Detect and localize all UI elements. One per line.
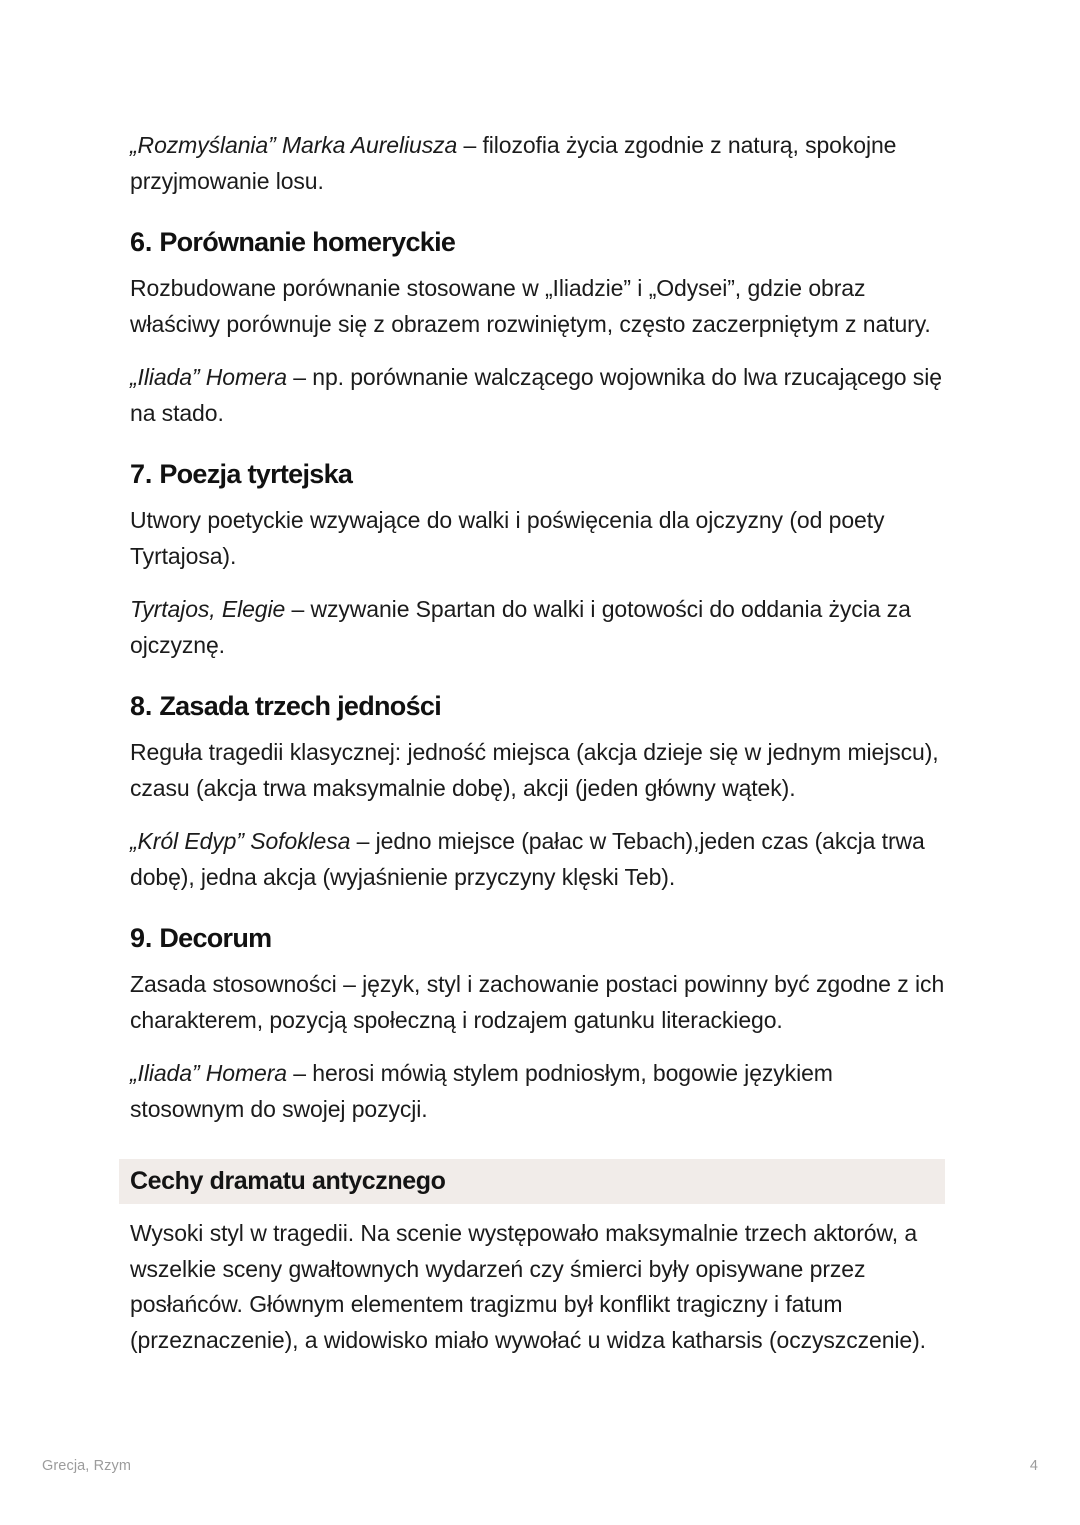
section-example-8 [130, 824, 950, 895]
document-content [130, 128, 950, 1376]
intro-example-source: „Rozmyślania” Marka Aureliusza [130, 132, 458, 158]
section-body-9: Zasada stosowności – język, styl i zachowanie postaci powinny być zgodne z ich charakterem, pozycją społeczną i rodzajem gatunku literackiego. [130, 971, 945, 1033]
section-heading-6 [130, 225, 950, 259]
section-title-9: Decorum [159, 923, 272, 953]
section-body-8: Reguła tragedii klasycznej: jedność miejsca (akcja dzieje się w jednym miejscu), czasu (akcja trwa maksymalnie dobę), akcji (jeden główny wątek). [130, 739, 939, 801]
section-heading-9 [130, 921, 950, 955]
section-title-7: Poezja tyrtejska [159, 459, 353, 489]
page-footer [42, 1458, 1038, 1480]
section-heading-8 [130, 689, 950, 723]
intro-example-paragraph [130, 128, 950, 199]
section-example-source-8: „Król Edyp” Sofoklesa [130, 828, 351, 854]
section-heading-7 [130, 457, 950, 491]
highlighted-heading-band [119, 1159, 945, 1204]
section-example-text-7: – wzywanie Spartan do walki i gotowości do oddania życia za ojczyznę. [130, 596, 911, 658]
section-title-8: Zasada trzech jedności [159, 691, 442, 721]
section-title-6: Porównanie homeryckie [159, 227, 456, 257]
section-body-7: Utwory poetyckie wzywające do walki i poświęcenia dla ojczyzny (od poety Tyrtajosa). [130, 507, 885, 569]
footer-page-number: 4 [1029, 1458, 1038, 1474]
section-example-text-8: – jedno miejsce (pałac w Tebach),jeden czas (akcja trwa dobę), jedna akcja (wyjaśnienie przyczyny klęski Teb). [130, 828, 925, 890]
section-number-7: 7. [130, 459, 153, 489]
section-example-text-6: – np. porównanie walczącego wojownika do lwa rzucającego się na stado. [130, 364, 942, 426]
highlighted-section-body: Wysoki styl w tragedii. Na scenie występowało maksymalnie trzech aktorów, a wszelkie sceny gwałtownych wydarzeń czy śmierci były opisywane przez posłańców. Głównym elementem tragizmu był konflikt tragiczny i fatum (przeznaczenie), a widowisko miało wywołać u widza katharsis (oczyszczenie). [130, 1220, 926, 1353]
highlighted-heading-text: Cechy dramatu antycznego [130, 1167, 446, 1195]
section-body-6: Rozbudowane porównanie stosowane w „Iliadzie” i „Odysei”, gdzie obraz właściwy porównuje się z obrazem rozwiniętym, często zaczerpniętym z natury. [130, 275, 931, 337]
section-example-source-7: Tyrtajos, Elegie [130, 596, 286, 622]
intro-example-text: – filozofia życia zgodnie z naturą, spokojne przyjmowanie losu. [130, 132, 897, 194]
section-example-source-9: „Iliada” Homera [130, 1060, 287, 1086]
section-number-8: 8. [130, 691, 153, 721]
section-example-9 [130, 1056, 950, 1127]
section-example-6 [130, 360, 950, 431]
section-number-9: 9. [130, 923, 153, 953]
section-example-source-6: „Iliada” Homera [130, 364, 287, 390]
section-example-text-9: – herosi mówią stylem podniosłym, bogowie językiem stosownym do swojej pozycji. [130, 1060, 833, 1122]
section-example-7 [130, 592, 950, 663]
section-number-6: 6. [130, 227, 153, 257]
footer-document-label: Grecja, Rzym [42, 1458, 132, 1474]
